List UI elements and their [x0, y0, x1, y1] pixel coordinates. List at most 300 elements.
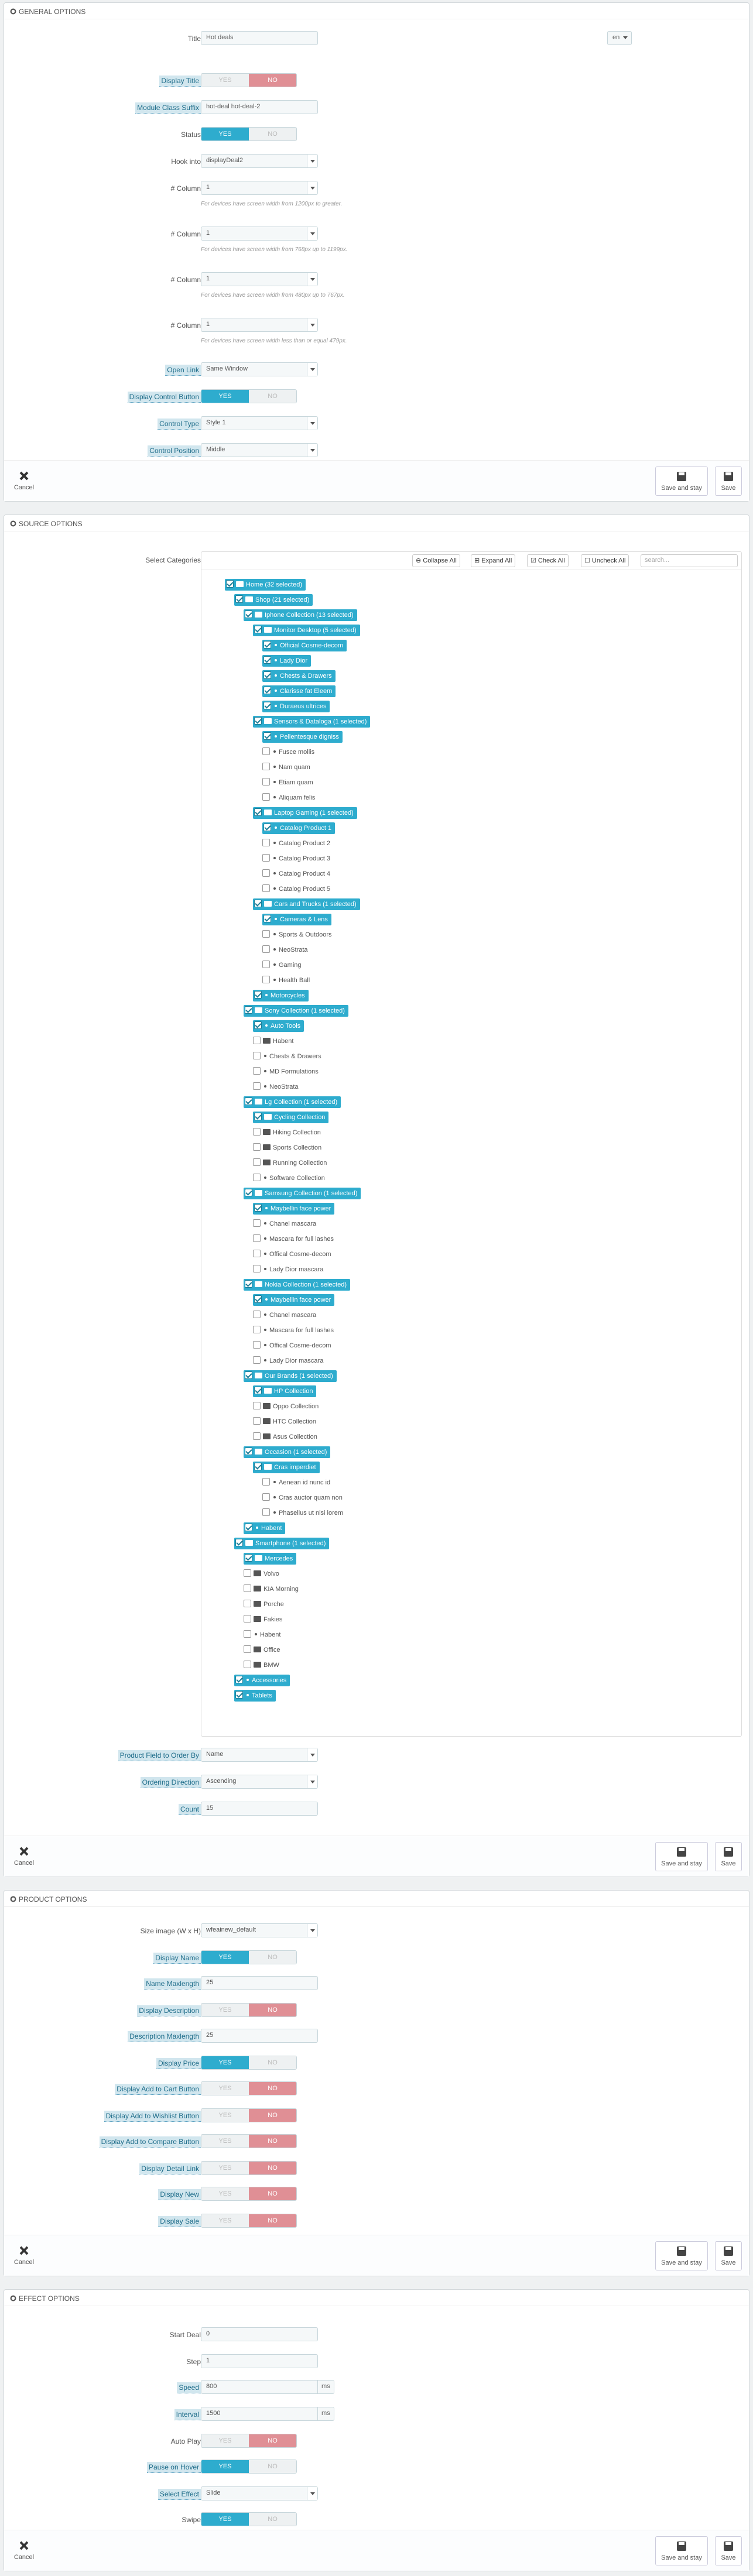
tree-folder-node[interactable] [234, 594, 313, 606]
tree-leaf-node[interactable] [262, 838, 330, 849]
title-input[interactable]: Hot deals [201, 31, 318, 45]
display-sale-switch[interactable] [201, 2214, 297, 2228]
tree-folder-node[interactable] [244, 1659, 279, 1671]
interval-input[interactable]: 1500 [201, 2407, 318, 2421]
tree-leaf-node[interactable] [262, 1492, 343, 1504]
display-name-switch[interactable] [201, 1950, 297, 1964]
tree-folder-node[interactable] [244, 1370, 337, 1382]
save-and-stay-button[interactable]: Save and stay [655, 1842, 708, 1871]
tree-checkbox[interactable] [244, 1661, 251, 1668]
switch-yes[interactable]: YES [201, 2513, 249, 2526]
cancel-button[interactable]: Cancel [10, 2536, 38, 2565]
tree-node-label: Monitor Desktop (5 selected) [274, 627, 357, 634]
tree-checkbox[interactable] [263, 687, 271, 694]
bullet-icon [265, 1207, 268, 1209]
select-categories-label: Select Categories [145, 556, 201, 564]
tree-checkbox[interactable] [262, 839, 270, 846]
switch-no[interactable]: NO [249, 2004, 296, 2016]
switch-no[interactable]: NO [249, 390, 296, 403]
tree-leaf-node[interactable] [253, 1081, 299, 1093]
control-position-select[interactable]: Middle [201, 443, 318, 457]
tree-checkbox[interactable] [262, 778, 270, 786]
tree-checkbox[interactable] [226, 580, 234, 588]
tree-leaf-node[interactable] [262, 914, 331, 925]
tree-node-label: Habent [260, 1631, 281, 1638]
tree-leaf-node[interactable] [262, 792, 315, 804]
save-button[interactable]: Save [715, 1842, 742, 1871]
interval-label: Interval [174, 2410, 201, 2419]
tree-search-input[interactable]: search... [641, 554, 738, 567]
switch-yes[interactable]: YES [201, 2460, 249, 2473]
tree-checkbox[interactable] [262, 1508, 270, 1516]
tree-checkbox[interactable] [244, 1615, 251, 1623]
switch-yes[interactable]: YES [201, 2162, 249, 2174]
folder-icon [254, 1616, 261, 1622]
tree-checkbox[interactable] [254, 626, 262, 633]
open-link-select[interactable]: Same Window [201, 362, 318, 376]
bullet-icon [275, 690, 277, 692]
tree-folder-node[interactable] [253, 1401, 319, 1412]
display-control-label: Display Control Button [128, 393, 201, 401]
size-image-label: Size image (W x H) [140, 1927, 201, 1935]
tree-checkbox[interactable] [244, 1645, 251, 1653]
tree-checkbox[interactable] [254, 991, 262, 999]
description-maxlength-input[interactable]: 25 [201, 2029, 318, 2043]
order-by-select[interactable]: Name [201, 1748, 318, 1762]
tree-node-label: Pellentesque digniss [280, 733, 339, 740]
tree-leaf-node[interactable] [234, 1675, 290, 1686]
switch-no[interactable]: NO [249, 2513, 296, 2526]
floppy-icon [676, 2245, 687, 2257]
tree-checkbox[interactable] [262, 1478, 270, 1486]
tree-checkbox[interactable] [253, 1037, 261, 1044]
switch-no[interactable]: NO [249, 128, 296, 140]
tree-checkbox[interactable] [262, 854, 270, 862]
tree-checkbox[interactable] [253, 1158, 261, 1166]
bullet-icon [264, 1359, 266, 1361]
folder-icon [254, 1601, 261, 1607]
speed-group [201, 2380, 334, 2396]
tree-leaf-node[interactable] [262, 762, 310, 773]
tree-folder-node[interactable] [244, 1279, 350, 1291]
tree-leaf-node[interactable] [262, 853, 330, 865]
tree-folder-node[interactable] [244, 1005, 348, 1017]
count-input[interactable]: 15 [201, 1802, 318, 1816]
switch-no[interactable]: NO [249, 2135, 296, 2148]
order-direction-select[interactable]: Ascending [201, 1775, 318, 1789]
tree-checkbox[interactable] [253, 1128, 261, 1136]
tree-node-label: Sports & Outdoors [279, 931, 332, 938]
tree-folder-node[interactable] [244, 1644, 280, 1656]
tree-checkbox[interactable] [262, 763, 270, 770]
folder-icon [255, 1373, 262, 1378]
switch-yes[interactable]: YES [201, 2082, 249, 2095]
tree-node-label: Nokia Collection (1 selected) [265, 1281, 347, 1288]
tree-checkbox[interactable] [253, 1234, 261, 1242]
tree-leaf-node[interactable] [253, 990, 309, 1001]
tree-folder-node[interactable] [253, 1416, 316, 1428]
tree-checkbox[interactable] [253, 1143, 261, 1151]
tree-checkbox[interactable] [262, 945, 270, 953]
bullet-icon [256, 1527, 258, 1529]
tree-node-label: Etiam quam [279, 779, 313, 786]
switch-yes[interactable]: YES [201, 390, 249, 403]
switch-yes[interactable]: YES [201, 2135, 249, 2148]
tree-leaf-node[interactable] [262, 701, 330, 712]
tree-folder-node[interactable] [244, 1568, 279, 1580]
column-label-3: # Column [170, 276, 201, 284]
tree-checkbox[interactable] [263, 656, 271, 664]
check-all-button[interactable]: ☑ Check All [527, 554, 569, 567]
tree-leaf-node[interactable] [262, 822, 335, 834]
tree-checkbox[interactable] [263, 641, 271, 649]
tree-node-label: KIA Morning [263, 1586, 299, 1593]
tree-checkbox[interactable] [253, 1250, 261, 1257]
tree-leaf-node[interactable] [262, 746, 314, 758]
switch-yes[interactable]: YES [201, 1951, 249, 1964]
switch-yes[interactable]: YES [201, 2056, 249, 2069]
tree-folder-node[interactable] [244, 1446, 330, 1458]
tree-checkbox[interactable] [245, 610, 252, 618]
tree-node-label: Smartphone (1 selected) [255, 1540, 326, 1547]
tree-checkbox[interactable] [262, 747, 270, 755]
tree-folder-node[interactable] [253, 807, 357, 819]
tree-node-label: Laptop Gaming (1 selected) [274, 809, 354, 817]
tree-leaf-node[interactable] [262, 685, 336, 697]
panel-footer [4, 460, 749, 501]
general-options-panel [4, 2, 749, 502]
tree-folder-node[interactable] [253, 716, 370, 728]
tree-folder-node[interactable] [244, 1599, 284, 1610]
tree-checkbox[interactable] [262, 1493, 270, 1501]
switch-no[interactable]: NO [249, 2434, 296, 2447]
tree-checkbox[interactable] [245, 1280, 252, 1288]
tree-leaf-node[interactable] [253, 1233, 334, 1245]
tree-checkbox[interactable] [235, 1691, 243, 1699]
folder-icon [264, 809, 272, 815]
tree-checkbox[interactable] [253, 1265, 261, 1272]
tree-folder-node[interactable] [253, 1142, 321, 1154]
tree-checkbox[interactable] [253, 1219, 261, 1227]
tree-node-label: Iphone Collection (13 selected) [265, 612, 354, 619]
collapse-all-button[interactable]: ⊖ Collapse All [412, 554, 460, 567]
tree-leaf-node[interactable] [253, 1218, 316, 1230]
tree-folder-node[interactable] [244, 1553, 296, 1565]
tree-checkbox[interactable] [253, 1174, 261, 1181]
add-to-wishlist-switch[interactable] [201, 2108, 297, 2122]
switch-no[interactable]: NO [249, 2056, 296, 2069]
tree-node-label: Chanel mascara [269, 1312, 317, 1319]
folder-icon [254, 1647, 261, 1652]
step-input[interactable]: 1 [201, 2354, 318, 2368]
step-label: Step [186, 2358, 201, 2366]
tree-leaf-node[interactable] [244, 1522, 285, 1534]
add-to-wishlist-label: Display Add to Wishlist Button [104, 2112, 201, 2120]
tree-leaf-node[interactable] [253, 1020, 304, 1032]
tree-node-label: HP Collection [274, 1388, 313, 1395]
tree-checkbox[interactable] [244, 1569, 251, 1577]
cancel-button[interactable]: Cancel [10, 467, 38, 496]
tree-checkbox[interactable] [262, 930, 270, 938]
speed-input[interactable]: 800 [201, 2380, 318, 2394]
tree-folder-node[interactable] [253, 1462, 320, 1473]
bullet-icon [264, 1253, 266, 1255]
select-effect-select[interactable]: Slide [201, 2486, 318, 2500]
tree-leaf-node[interactable] [262, 640, 347, 651]
column-select-4[interactable]: 1 [201, 318, 318, 332]
switch-no[interactable]: NO [249, 1951, 296, 1964]
bullet-icon [264, 1329, 266, 1331]
tree-folder-node[interactable] [253, 1431, 317, 1443]
tree-checkbox[interactable] [263, 671, 271, 679]
tree-checkbox[interactable] [253, 1067, 261, 1075]
tree-checkbox[interactable] [253, 1052, 261, 1059]
tree-leaf-node[interactable] [262, 944, 308, 956]
tree-checkbox[interactable] [253, 1311, 261, 1318]
tree-node-label: Home (32 selected) [246, 581, 302, 588]
switch-no[interactable]: NO [249, 2214, 296, 2227]
tree-node-label: Samsung Collection (1 selected) [265, 1190, 358, 1197]
save-button[interactable]: Save [715, 467, 742, 496]
tree-folder-node[interactable] [253, 1157, 327, 1169]
tree-checkbox[interactable] [254, 1204, 262, 1212]
column-select-1[interactable]: 1 [201, 181, 318, 195]
folder-icon [264, 901, 272, 907]
size-image-select[interactable]: wfeainew_default [201, 1923, 318, 1937]
tree-checkbox[interactable] [235, 1676, 243, 1683]
tree-leaf-node[interactable] [244, 1629, 280, 1641]
tree-checkbox[interactable] [245, 1097, 252, 1105]
tree-folder-node[interactable] [244, 1188, 361, 1199]
switch-no[interactable]: NO [249, 2162, 296, 2174]
tree-checkbox[interactable] [253, 1417, 261, 1425]
pause-on-hover-label: Pause on Hover [147, 2463, 201, 2471]
switch-no[interactable]: NO [249, 74, 296, 87]
control-type-select[interactable]: Style 1 [201, 416, 318, 430]
detail-link-switch[interactable] [201, 2161, 297, 2175]
tree-checkbox[interactable] [254, 1021, 262, 1029]
save-button[interactable]: Save [715, 2536, 742, 2565]
tree-leaf-node[interactable] [253, 1294, 334, 1306]
close-icon [18, 470, 30, 482]
floppy-icon [676, 471, 687, 482]
tree-checkbox[interactable] [245, 1524, 252, 1531]
tree-leaf-node[interactable] [262, 655, 311, 667]
tree-folder-node[interactable] [244, 1096, 341, 1108]
category-tree [201, 551, 742, 1737]
tree-leaf-node[interactable] [253, 1172, 325, 1184]
save-button[interactable]: Save [715, 2241, 742, 2270]
switch-yes[interactable]: YES [201, 2434, 249, 2447]
cancel-button[interactable]: Cancel [10, 2241, 38, 2270]
tree-leaf-node[interactable] [253, 1248, 331, 1260]
status-switch[interactable] [201, 127, 297, 141]
tree-leaf-node[interactable] [253, 1340, 331, 1352]
tree-leaf-node[interactable] [262, 777, 313, 788]
tree-leaf-node[interactable] [262, 868, 330, 880]
tree-node-label: Aliquam felis [279, 794, 316, 801]
tree-folder-node[interactable] [253, 625, 360, 636]
save-and-stay-button[interactable]: Save and stay [655, 2536, 708, 2565]
folder-icon [264, 718, 272, 724]
tree-checkbox[interactable] [262, 884, 270, 892]
folder-icon [254, 1570, 261, 1576]
display-price-switch[interactable] [201, 2056, 297, 2070]
tree-checkbox[interactable] [245, 1189, 252, 1196]
tree-folder-node[interactable] [244, 1583, 299, 1595]
tree-leaf-node[interactable] [253, 1203, 334, 1215]
tree-checkbox[interactable] [244, 1600, 251, 1607]
tree-checkbox[interactable] [262, 961, 270, 968]
tree-checkbox[interactable] [235, 595, 243, 603]
tree-checkbox[interactable] [262, 976, 270, 983]
tree-checkbox[interactable] [263, 824, 271, 831]
tree-node-label: Gaming [279, 962, 302, 969]
tree-leaf-node[interactable] [262, 959, 302, 971]
tree-leaf-node[interactable] [253, 1051, 321, 1062]
tree-checkbox[interactable] [253, 1082, 261, 1090]
switch-yes[interactable]: YES [201, 2187, 249, 2200]
tree-checkbox[interactable] [254, 717, 262, 725]
uncheck-all-button[interactable]: ☐ Uncheck All [581, 554, 629, 567]
tree-folder-node[interactable] [225, 579, 306, 591]
description-maxlength-label: Description Maxlength [128, 2032, 201, 2040]
bullet-icon [275, 644, 277, 646]
folder-icon [255, 612, 262, 618]
tree-folder-node[interactable] [253, 1035, 293, 1047]
column-select-2[interactable]: 1 [201, 227, 318, 241]
swipe-switch[interactable] [201, 2512, 297, 2526]
display-control-switch[interactable] [201, 389, 297, 403]
panel-heading [4, 515, 749, 531]
bullet-icon [264, 1344, 266, 1346]
tree-checkbox[interactable] [254, 1387, 262, 1394]
hook-select[interactable]: displayDeal2 [201, 154, 318, 168]
tree-checkbox[interactable] [254, 808, 262, 816]
name-maxlength-input[interactable]: 25 [201, 1976, 318, 1990]
bullet-icon [264, 1222, 266, 1224]
tree-checkbox[interactable] [244, 1630, 251, 1638]
expand-all-button[interactable]: ⊞ Expand All [471, 554, 515, 567]
add-to-compare-switch[interactable] [201, 2134, 297, 2148]
tree-node-label: Occasion (1 selected) [265, 1449, 327, 1456]
tree-folder-node[interactable] [253, 1112, 328, 1123]
tree-leaf-node[interactable] [262, 731, 343, 743]
tree-checkbox[interactable] [262, 869, 270, 877]
swipe-label: Swipe [182, 2516, 201, 2524]
bullet-icon [273, 857, 276, 859]
tree-leaf-node[interactable] [253, 1325, 334, 1336]
switch-no[interactable]: NO [249, 2187, 296, 2200]
language-select[interactable]: en [607, 31, 632, 45]
tree-checkbox[interactable] [244, 1584, 251, 1592]
tree-leaf-node[interactable] [253, 1066, 319, 1078]
order-direction-label: Ordering Direction [141, 1778, 201, 1786]
tree-checkbox[interactable] [254, 1113, 262, 1120]
tree-folder-node[interactable] [244, 1614, 282, 1625]
cancel-button[interactable]: Cancel [10, 1842, 38, 1871]
tree-checkbox[interactable] [253, 1341, 261, 1349]
tree-checkbox[interactable] [245, 1006, 252, 1014]
close-icon [18, 2540, 30, 2551]
folder-icon [255, 1281, 262, 1287]
tree-checkbox[interactable] [245, 1371, 252, 1379]
tree-node-label: Maybellin face power [271, 1296, 331, 1304]
save-and-stay-button[interactable]: Save and stay [655, 467, 708, 496]
tree-leaf-node[interactable] [253, 1309, 316, 1321]
tree-checkbox[interactable] [235, 1539, 243, 1546]
tree-checkbox[interactable] [254, 900, 262, 907]
column-select-3[interactable]: 1 [201, 272, 318, 286]
tree-folder-node[interactable] [253, 1385, 316, 1397]
start-deal-input[interactable]: 0 [201, 2327, 318, 2341]
display-new-switch[interactable] [201, 2187, 297, 2201]
switch-no[interactable]: NO [249, 2460, 296, 2473]
tree-folder-node[interactable] [234, 1538, 329, 1549]
folder-icon [263, 1129, 271, 1135]
tree-leaf-node[interactable] [253, 1355, 323, 1367]
auto-play-switch[interactable] [201, 2434, 297, 2448]
tree-leaf-node[interactable] [262, 929, 332, 941]
tree-checkbox[interactable] [263, 732, 271, 740]
switch-no[interactable]: NO [249, 2109, 296, 2122]
tree-checkbox[interactable] [253, 1432, 261, 1440]
tree-folder-node[interactable] [253, 898, 360, 910]
tree-checkbox[interactable] [253, 1326, 261, 1333]
tree-checkbox[interactable] [254, 1295, 262, 1303]
tree-leaf-node[interactable] [262, 1477, 330, 1488]
add-to-cart-switch[interactable] [201, 2081, 297, 2095]
bullet-icon [264, 1237, 266, 1240]
column-help-3: For devices have screen width from 480px up to 767px. [201, 292, 345, 299]
tree-checkbox[interactable] [262, 793, 270, 801]
tree-leaf-node[interactable] [262, 1507, 343, 1519]
tree-node-label: Chanel mascara [269, 1220, 317, 1227]
switch-yes[interactable]: YES [201, 2004, 249, 2016]
display-title-switch[interactable] [201, 73, 297, 87]
tree-checkbox[interactable] [253, 1356, 261, 1364]
tree-folder-node[interactable] [253, 1127, 321, 1138]
bullet-icon [275, 674, 277, 677]
tree-leaf-node[interactable] [262, 670, 336, 682]
tree-checkbox[interactable] [263, 915, 271, 922]
folder-icon [255, 1007, 262, 1013]
switch-yes[interactable]: YES [201, 74, 249, 87]
switch-yes[interactable]: YES [201, 128, 249, 140]
tree-node-label: Habent [261, 1525, 282, 1532]
tree-node-label: Lady Dior [280, 657, 308, 664]
cogs-icon [10, 8, 16, 15]
tree-folder-node[interactable] [244, 609, 357, 621]
class-suffix-input[interactable]: hot-deal hot-deal-2 [201, 100, 318, 114]
tree-leaf-node[interactable] [262, 975, 310, 986]
switch-no[interactable]: NO [249, 2082, 296, 2095]
save-and-stay-button[interactable]: Save and stay [655, 2241, 708, 2270]
display-description-switch[interactable] [201, 2003, 297, 2017]
tree-checkbox[interactable] [263, 702, 271, 709]
tree-checkbox[interactable] [245, 1554, 252, 1562]
tree-checkbox[interactable] [253, 1402, 261, 1409]
tree-leaf-node[interactable] [234, 1690, 276, 1702]
switch-yes[interactable]: YES [201, 2214, 249, 2227]
tree-checkbox[interactable] [245, 1448, 252, 1455]
tree-leaf-node[interactable] [253, 1264, 323, 1275]
panel-footer [4, 2530, 749, 2571]
tree-leaf-node[interactable] [262, 883, 330, 895]
tree-checkbox[interactable] [254, 1463, 262, 1470]
switch-yes[interactable]: YES [201, 2109, 249, 2122]
pause-on-hover-switch[interactable] [201, 2460, 297, 2474]
